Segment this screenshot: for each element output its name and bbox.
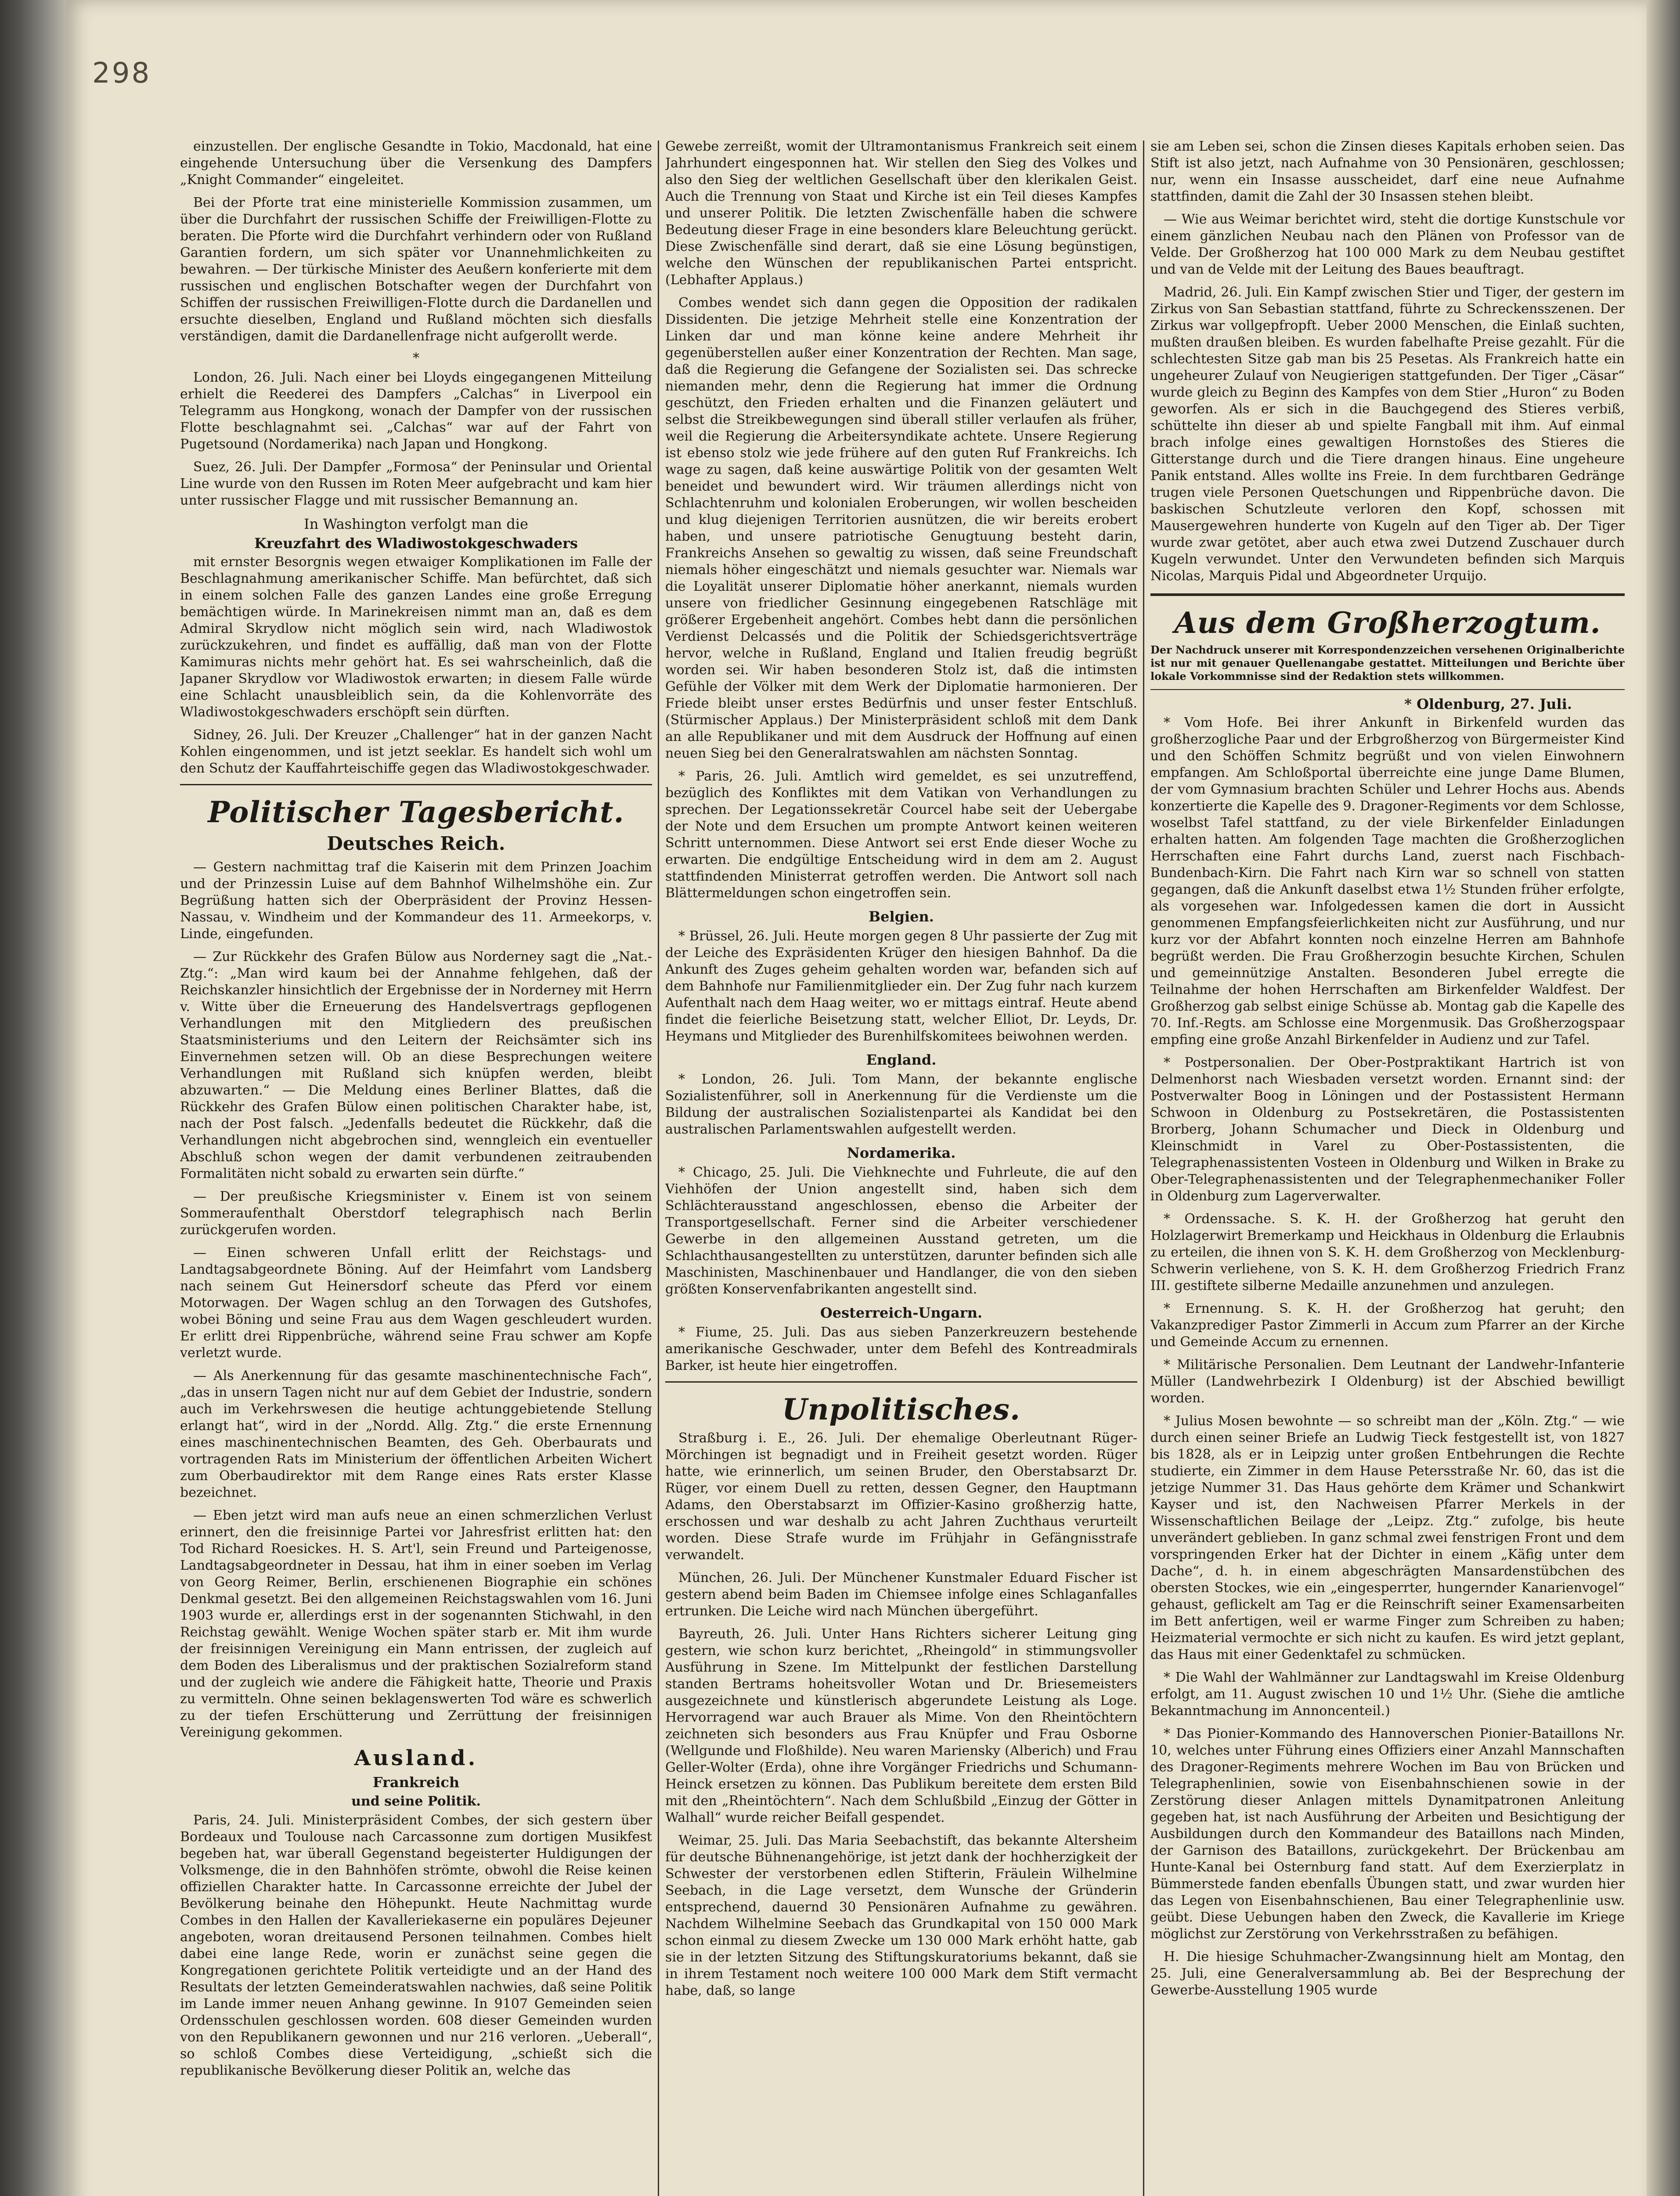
subsection-belgien: Belgien. [869, 908, 934, 925]
article-ernennung: * Ernennung. S. K. H. der Großherzog hat geruht; den Vakanzprediger Pastor Zimmerli in Accum zum Pfarrer an der Kirche und Gemeinde Accum zu ernennen. [1150, 1301, 1625, 1350]
article-paragraph: — Eben jetzt wird man aufs neue an einen schmerzlichen Verlust erinnert, den die freisinnige Partei vor Jahresfrist erlitten hat: den Tod Richard Roesickes. H. S. Art'l, sein Freund und Parteigenosse, Landtagsabgeordneter in Dessau, hat ihm in einer soeben im Verlag von Georg Reimer, Berlin, erschienenen Biographie ein schönes Denkmal gesetzt. Bei den allgemeinen Reichstagswahlen vom 16. Juni 1903 wurde er, allerdings erst in der sogenannten Stichwahl, in den Reichstag gewählt. Wenige Wochen später starb er. Mit ihm wurde der freisinnigen Vereinigung ein Mann entrissen, der zugleich auf dem Boden des Liberalismus und der praktischen Sozialreform stand und der zugleich wie andere die Fähigkeit hatte, Theorie und Praxis zu vermitteln. Ohne seinen beklagenswerten Tod wäre es schwerlich zu der tiefen Erschütterung und Zerrüttung der freisinnigen Vereinigung gekommen. [180, 1508, 652, 1740]
subsection-oesterreich-ungarn: Oesterreich-Ungarn. [820, 1304, 983, 1321]
book-spine [0, 0, 66, 2196]
article-paragraph: — Wie aus Weimar berichtet wird, steht die dortige Kunstschule vor einem gänzlichen Neubau nach den Plänen von Professor van de Velde. Der Großherzog hat 100 000 Mark zu dem Neubau gestiftet und van de Velde mit der Leitung des Baues beauftragt. [1150, 212, 1625, 277]
subsection-ausland: Ausland. [354, 1746, 478, 1770]
divider [1150, 689, 1625, 690]
column-2 [665, 138, 1137, 2196]
article-paragraph: Gewebe zerreißt, womit der Ultramontanismus Frankreich seit einem Jahrhundert eingesponnen hat. Wir stellen den Sieg des Volkes und also den Sieg der weltlichen Gesellschaft über den klerikalen Geist. Auch die Trennung von Staat und Kirche ist ein Teil dieses Kampfes und unserer Politik. Die letzten Zwischenfälle haben die schwere Bedeutung dieser Frage in eine besonders klare Beleuchtung gerückt. Diese Zwischenfälle sind derart, daß sie eine Lösung begünstigen, welche den Wünschen der republikanischen Partei entspricht. (Lebhafter Applaus.) [665, 139, 1137, 288]
article-fiume: * Fiume, 25. Juli. Das aus sieben Panzerkreuzern bestehende amerikanische Geschwader, unter dem Befehl des Kontreadmirals Barker, ist heute hier eingetroffen. [665, 1325, 1137, 1373]
article-paragraph: * Paris, 26. Juli. Amtlich wird gemeldet, es sei unzutreffend, bezüglich des Konfliktes mit dem Vatikan von Verhandlungen zu sprechen. Der Legationssekretär Courcel habe seit der Uebergabe der Note und dem Ersuchen um prompte Antwort keinen weiteren Schritt unternommen. Diese Antwort sei erst Ende dieser Woche zu erwarten. Die endgültige Entscheidung wird in dem am 2. August stattfindenden Ministerrat getroffen werden. Die Antwort soll nach Blättermeldungen schon eingetroffen sein. [665, 769, 1137, 901]
page-edge [1647, 0, 1680, 2196]
article-paragraph: Weimar, 25. Juli. Das Maria Seebachstift, das bekannte Altersheim für deutsche Bühnenangehörige, ist jetzt dank der hochherzigkeit der Schwester der verstorbenen edlen Stifterin, Fräulein Wilhelmine Seebach, in die Lage versetzt, dem Wunsche der Gründerin entsprechend, dauernd 30 Pensionären Aufnahme zu gewähren. Nachdem Wilhelmine Seebach das Grundkapital von 150 000 Mark schon einmal zu diesem Zwecke um 130 000 Mark erhöht hatte, gab sie in der letzten Sitzung des Stiftungskuratoriums bekannt, daß sie in ihrem Testament noch weitere 100 000 Mark dem Stift vermacht habe, daß, so lange [665, 1833, 1137, 1998]
article-london: London, 26. Juli. Nach einer bei Lloyds eingegangenen Mitteilung erhielt die Reederei des Dampfers „Calchas“ in Liverpool ein Telegramm aus Hongkong, wonach der Dampfer von der russischen Flotte beschlagnahmt sei. „Calchas“ war auf der Fahrt von Pugetsound (Nordamerika) nach Japan und Hongkong. [180, 370, 652, 452]
article-paragraph: — Der preußische Kriegsminister v. Einem ist von seinem Sommeraufenthalt Oberstdorf telegraphisch nach Berlin zurückgerufen worden. [180, 1189, 652, 1238]
article-wahl-wahlmaenner: * Die Wahl der Wahlmänner zur Landtagswahl im Kreise Oldenburg erfolgt, am 11. August zwischen 10 und 1½ Uhr. (Siehe die amtliche Bekanntmachung im Annoncenteil.) [1150, 1670, 1625, 1719]
article-julius-mosen: * Julius Mosen bewohnte — so schreibt man der „Köln. Ztg.“ — wie durch einen seiner Briefe an Ludwig Tieck festgestellt ist, von 1827 bis 1828, als er in Leipzig unter großen Entbehrungen die Rechte studierte, ein Zimmer in dem Hause Petersstraße Nr. 60, das ist die jetzige Nummer 31. Das Haus gehörte dem Krämer und Schankwirt Kayser und ist, den Nachweisen Pfarrer Merkels in der Wissenschaftlichen Beilage der „Leipz. Ztg.“ zufolge, bis heute unverändert geblieben. In ganz schmal zwei fenstrigen Front und dem vorspringenden Erker hat der Dichter in einem „Käfig unter dem Dache“, d. h. in einem abgeschrägten Mansardenstübchen des obersten Stockes, wie ein „eingesperrter, hungernder Kanarienvogel“ gehaust, geflickelt am Tag er die Reinschrift seiner Examensarbeiten im Bett anfertigen, weil er warme Finger zum Schreiben zu haben; Heizmaterial vermochte er sich nicht zu kaufen. Es wird jetzt geplant, das Haus mit einer Gedenktafel zu schmücken. [1150, 1413, 1625, 1662]
divider [665, 1381, 1137, 1383]
page-number: 298 [92, 57, 151, 90]
subsection-deutsches-reich: Deutsches Reich. [327, 833, 505, 854]
article-paragraph: Bei der Pforte trat eine ministerielle Kommission zusammen, um über die Durchfahrt der russischen Schiffe der Freiwilligen-Flotte zu beraten. Die Pforte wird die Durchfahrt verhindern oder von Rußland Garantien fordern, um sich später vor Unannehmlichkeiten zu bewahren. — Der türkische Minister des Aeußern konferierte mit dem russischen und englischen Botschafter wegen der Durchfahrt von Schiffen der russischen Freiwilligen-Flotte durch die Dardanellen und ersuchte dieselben, England und Rußland möchten sich diesfalls verständigen, damit die Dardanellenfrage nicht aufgerollt werde. [180, 195, 652, 344]
article-paragraph: Combes wendet sich dann gegen die Opposition der radikalen Dissidenten. Die jetzige Mehrheit stelle eine Konzentration der Linken dar und man könne keine andere Mehrheit ihr gegenüberstellen außer einer Konzentration der Rechten. Man sage, daß die Regierung die Gefangene der Sozialisten sei. Das schrecke niemanden mehr, denn die Regierung hat immer die Ordnung geschützt, den Frieden erhalten und die Finanzen geläutert und selbst die Streikbewegungen sind überall stiller verlaufen als früher, weil die Regierung die Arbeitersyndikate achtete. Unsere Regierung ist ebenso stolz wie jede frühere auf den guten Ruf Frankreichs. Ich wage zu sagen, daß keine auswärtige Politik von der gesamten Welt beneidet und bewundert wird. Wir träumen allerdings nicht von Schlachtenruhm und kolonialen Eroberungen, wir wollen bescheiden und klug diejenigen Territorien ausnützen, die wir bereits erobert haben, und unsere patriotische Genugtuung besteht darin, Frankreichs Ansehen so gewaltig zu wissen, daß seine Freundschaft niemals höher eingeschätzt und niemals gesuchter war. Niemals war die Loyalität unserer Diplomatie höher anerkannt, niemals wurden unsere von friedlicher Gesinnung eingegebenen Ratschläge mit größerer Ergebenheit angehört. Combes hebt dann die persönlichen Verdienst Delcassés und die Politik der Schiedsgerichtsverträge hervor, welche in Rußland, England und Italien freudig begrüßt worden sei. Wir haben besonderen Stolz ist, daß die intimsten Gefühle der Völker mit dem Werk der Diplomatie harmonieren. Der Friede bleibt unser erstes Bedürfnis und unser fester Entschluß. (Stürmischer Applaus.) Der Ministerpräsident schloß mit dem Dank an alle Republikaner und mit dem Ausdruck der Hoffnung auf einen neuen Sieg bei den Generalratswahlen am nächsten Sonntag. [665, 295, 1137, 761]
article-schuhmacher-innung: H. Die hiesige Schuhmacher-Zwangsinnung hielt am Montag, den 25. Juli, eine Generalversammlung ab. Bei der Besprechung der Gewerbe-Ausstellung 1905 wurde [1150, 1949, 1625, 1998]
article-sidney: Sidney, 26. Juli. Der Kreuzer „Challenger“ hat in der ganzen Nacht Kohlen eingenommen, und ist jetzt seeklar. Es handelt sich wohl um den Schutz der Kauffahrteischiffe gegen das Wladiwostokgeschwader. [180, 727, 652, 776]
article-paragraph: München, 26. Juli. Der Münchener Kunstmaler Eduard Fischer ist gestern abend beim Baden im Chiemsee infolge eines Schlaganfalles ertrunken. Die Leiche wird nach München übergeführt. [665, 1570, 1137, 1619]
article-paragraph: — Gestern nachmittag traf die Kaiserin mit dem Prinzen Joachim und der Prinzessin Luise auf dem Bahnhof Wilhelmshöhe ein. Zur Begrüßung hatten sich der Oberpräsident der Provinz Hessen-Nassau, v. Windheim und der Kommandeur des 11. Armeekorps, v. Linde, eingefunden. [180, 860, 652, 942]
article-paris: Paris, 24. Juli. Ministerpräsident Combes, der sich gestern über Bordeaux und Toulouse nach Carcassonne zum dortigen Musikfest begeben hat, war überall Gegenstand begeisterter Huldigungen der Volksmenge, die in den Bahnhöfen strömte, obwohl die Reise keinen offiziellen Charakter hatte. In Carcassonne erreichte der Jubel der Bevölkerung beinahe den Höhepunkt. Heute Nachmittag wurde Combes in den Hallen der Kavalleriekaserne ein populäres Dejeuner angeboten, woran dreitausend Personen teilnahmen. Combes hielt dabei eine lange Rede, worin er zunächst seine gegen die Kongregationen gerichtete Politik verteidigte und an der Hand des Resultats der letzten Gemeinderatswahlen nachwies, daß seine Politik im Lande immer neuen Anhang gewinne. In 9107 Gemeinden seien Ordensschulen geschlossen worden. 608 dieser Gemeinden wurden von den Republikanern gewonnen und nur 216 verloren. „Ueberall“, so schloß Combes diese Verteidigung, „schießt sich die republikanische Bevölkerung dieser Politik an, welche das [180, 1813, 652, 2078]
column-3 [1150, 138, 1625, 2196]
section-title-aus-dem-grossherzogtum: Aus dem Großherzogtum. [1174, 606, 1601, 640]
article-paragraph: Bayreuth, 26. Juli. Unter Hans Richters sicherer Leitung ging gestern, wie schon kurz berichtet, „Rheingold“ in stimmungsvoller Ausführung in Szene. Im Mittelpunkt der festlichen Darstellung standen Bertrams hoheitsvoller Wotan und Dr. Briesemeisters ausgezeichnete und künstlerisch abgerundete Leistung als Loge. Hervorragend war auch Brauer als Mime. Von den Rheintöchtern zeichneten sich besonders aus Frau Knüpfer und Frau Osborne (Wellgunde und Floßhilde). Neu waren Mariensky (Alberich) und Frau Geller-Wolter (Erda), ohne ihre Vorgänger Friedrichs und Schumann-Heinck ersetzen zu können. Das Publikum bereitete dem ersten Bild mit den „Rheintöchtern“. Nach dem Schlußbild „Einzug der Götter in Walhall“ wurde reicher Beifall gespendet. [665, 1626, 1137, 1825]
article-pionier-kommando: * Das Pionier-Kommando des Hannoverschen Pionier-Bataillons Nr. 10, welches unter Führung eines Offiziers einer Anzahl Mannschaften des Dragoner-Regiments mehrere Wochen im Bau von Brücken und Telegraphenlinien, sowie von Eisenbahnschienen sowie in der Zerstörung dieser Anlagen mittels Dynamitpatronen Anleitung gegeben hat, ist nach Ausführung der Arbeiten und Besichtigung der Ausbildungen durch den Kommandeur des Bataillons nach Minden, der Garnison des Bataillons, zurückgekehrt. Der Brückenbau am Hunte-Kanal bei Osternburg fand statt. Auf dem Exerzierplatz in Bümmerstede fanden ebenfalls Übungen statt, und zwar wurden hier das Legen von Eisenbahnschienen, Bau einer Telegraphenlinie usw. geübt. Diese Uebungen haben den Zweck, die Kavallerie im Kriege möglichst zur Zerstörung von Verkehrsstraßen zu befähigen. [1150, 1726, 1625, 1942]
article-washington: mit ernster Besorgnis wegen etwaiger Komplikationen im Falle der Beschlagnahmung amerikanischer Schiffe. Man befürchtet, daß sich in einem solchen Falle des ganzen Landes eine große Erregung bemächtigen würde. In Marinekreisen nimmt man an, daß es dem Admiral Skrydlow nicht möglich sein wird, nach Wladiwostok zurückzukehren, und findet es auffällig, daß man von der Flotte Kamimuras nichts mehr gehört hat. Es sei wahrscheinlich, daß die Japaner Skrydlow vor Wladiwostok erwarten; in diesem Falle würde eine Schlacht unausbleiblich sein, da die Kohlenvorräte des Wladiwostokgeschwaders erschöpft sein dürften. [180, 554, 652, 720]
subsection-frankreich: Frankreich [372, 1774, 460, 1791]
section-title-politischer-tagesbericht: Politischer Tagesbericht. [208, 795, 624, 829]
column-rule-left [658, 141, 659, 2196]
divider [180, 784, 652, 785]
subsection-england: England. [866, 1051, 937, 1068]
dateline-oldenburg: * Oldenburg, 27. Juli. [1404, 696, 1572, 712]
article-paragraph: sie am Leben sei, schon die Zinsen dieses Kapitals erhoben seien. Das Stift ist also jetzt, nach Aufnahme von 30 Pensionären, geschlossen; nur, wenn ein Insasse ausscheidet, darf eine neue Aufnahme stattfinden, damit die Zahl der 30 Insassen stehen bleibt. [1150, 139, 1625, 204]
article-vom-hofe: * Vom Hofe. Bei ihrer Ankunft in Birkenfeld wurden das großherzogliche Paar und der Erbgroßherzog von Bürgermeister Kind und den Schöffen Schmitz begrüßt und von vielen Einwohnern empfangen. Am Schloßportal überreichte eine junge Dame Blumen, der vom Gymnasium brachten Schüler und Lehrer Hochs aus. Abends konzertierte die Kapelle des 9. Dragoner-Regiments vor dem Schlosse, woselbst Tafel stattfand, zu der viele Birkenfelder Einladungen erhalten hatten. Am folgenden Tage machten die Großherzoglichen Herrschaften eine Fahrt durchs Land, zuerst nach Fischbach-Bundenbach-Kirn. Die Fahrt nach Kirn war so schnell von statten gegangen, daß die Ankunft daselbst etwa 1½ Stunden früher erfolgte, als vorgesehen war. Infolgedessen kamen die dort in Aussicht genommenen Empfangsfeierlichkeiten nicht zur Ausführung, und nur kurz vor der Abfahrt konnten noch einzelne Herren am Bahnhofe begrüßt werden. Die Frau Großherzogin besuchte Kirchen, Schulen und gemeinnützige Anstalten. Besonderen Jubel erregte die Teilnahme der hohen Herrschaften am Birkenfelder Waldfest. Der Großherzog gab selbst einige Schüsse ab. Montag gab die Kapelle des 70. Inf.-Regts. am Schlosse eine Morgenmusik. Das Großherzogspaar empfing eine große Anzahl Birkenfelder in Audienz und zur Tafel. [1150, 715, 1625, 1047]
article-paragraph: — Zur Rückkehr des Grafen Bülow aus Norderney sagt die „Nat.-Ztg.“: „Man wird kaum bei der Annahme fehlgehen, daß der Reichskanzler hinsichtlich der Ergebnisse der in Norderney mit Herrn v. Witte über die Erneuerung des Handelsvertrags gepflogenen Verhandlungen mit den Mitgliedern des preußischen Staatsministeriums und den Leitern der Reichsämter sich ins Einvernehmen setzen will. Ob an diese Besprechungen weitere Verhandlungen mit Rußland sich knüpfen werden, bleibt abzuwarten.“ — Die Meldung eines Berliner Blattes, daß die Rückkehr des Grafen Bülow einen politischen Charakter habe, ist, nach der Post falsch. „Jedenfalls bedeutet die Rückkehr, daß die Verhandlungen nicht abgebrochen sind, wenngleich ein eventueller Abschluß schon wegen der damit verbundenen zeitraubenden Formalitäten nicht sobald zu erwarten sein dürfte.“ [180, 949, 652, 1181]
article-paragraph: — Als Anerkennung für das gesamte maschinentechnische Fach“, „das in unsern Tagen nicht nur auf dem Gebiet der Industrie, sondern auch im Verkehrswesen die heutige achtunggebietende Stellung erlangt hat“, wird in der „Nordd. Allg. Ztg.“ die erste Ernennung eines maschinentechnischen Beamten, des Geh. Oberbaurats und vortragenden Rats im Ministerium der öffentlichen Arbeiten Wichert zum Oberbaudirektor mit dem Range eines Rats erster Klasse bezeichnet. [180, 1368, 652, 1500]
article-militaerische-personalien: * Militärische Personalien. Dem Leutnant der Landwehr-Infanterie Müller (Landwehrbezirk I Oldenburg) ist der Abschied bewilligt worden. [1150, 1357, 1625, 1406]
article-chicago: * Chicago, 25. Juli. Die Viehknechte und Fuhrleute, die auf den Viehhöfen der Union angestellt sind, haben sich dem Schlächterausstand angeschlossen, ebenso die Arbeiter der Transportgesellschaft. Ferner sind die Arbeiter verschiedener Gewerbe in den allgemeinen Ausstand getreten, um die Schlachthausangestellten zu unterstützen, darunter befinden sich alle Maschinisten, Maschinenbauer und Handlanger, die von den sieben größten Konservenfabrikanten angestellt sind. [665, 1165, 1137, 1297]
reprint-notice: Der Nachdruck unserer mit Korrespondenzzeichen versehenen Originalberichte ist nur mit genauer Quellenangabe gestattet. Mitteilungen und Berichte über lokale Vorkommnisse sind der Redaktion stets willkommen. [1150, 643, 1625, 683]
subsection-frankreich-sub: und seine Politik. [351, 1794, 481, 1809]
divider [1150, 593, 1625, 596]
separator-star: * [413, 350, 419, 366]
subsection-nordamerika: Nordamerika. [847, 1145, 956, 1161]
column-rule-right [1143, 141, 1144, 2196]
article-paragraph: Straßburg i. E., 26. Juli. Der ehemalige Oberleutnant Rüger-Mörchingen ist begnadigt und in Freiheit gesetzt worden. Rüger hatte, wie erinnerlich, um seinen Bruder, den Oberstabsarzt Dr. Rüger, vor einem Duell zu retten, dessen Gegner, den Hauptmann Adams, den Oberstabsarzt im Offizier-Kasino großherzig hatte, erschossen und war deshalb zu acht Jahren Zuchthaus verurteilt worden. Diese Strafe wurde im Frühjahr in Gefängnisstrafe verwandelt. [665, 1430, 1137, 1563]
section-title-unpolitisches: Unpolitisches. [782, 1392, 1020, 1427]
article-bruessel: * Brüssel, 26. Juli. Heute morgen gegen 8 Uhr passierte der Zug mit der Leiche des Expräsidenten Krüger den hiesigen Bahnhof. Da die Ankunft des Zuges geheim gehalten worden war, befanden sich auf dem Bahnhofe nur Familienmitglieder ein. Der Zug fuhr nach kurzem Aufenthalt nach dem Haag weiter, wo er mittags eintraf. Heute abend findet die feierliche Beisetzung statt, welcher Elliot, Dr. Leyds, Dr. Heymans und Mitglieder des Burenhilfskomitees beiwohnen werden. [665, 928, 1137, 1044]
washington-intro: In Washington verfolgt man die [304, 516, 528, 532]
article-ordenssache: * Ordenssache. S. K. H. der Großherzog hat geruht den Holzlagerwirt Bremerkamp und Heickhaus in Oldenburg die Erlaubnis zu erteilen, die ihnen von S. K. H. dem Großherzog von Mecklenburg-Schwerin verliehene, von S. K. H. dem Großherzog Friedrich Franz III. gestiftete silberne Medaille anzunehmen und anzulegen. [1150, 1211, 1625, 1293]
washington-headline: Kreuzfahrt des Wladiwostokgeschwaders [254, 535, 578, 552]
article-london: * London, 26. Juli. Tom Mann, der bekannte englische Sozialistenführer, soll in Anerkennung für die Verdienste um die Bildung der australischen Sozialistenpartei als Kandidat bei den australischen Parlamentswahlen aufgestellt werden. [665, 1072, 1137, 1137]
article-postpersonalien: * Postpersonalien. Der Ober-Postpraktikant Hartrich ist von Delmenhorst nach Wiesbaden versetzt worden. Ernannt sind: der Postverwalter Boog in Löningen und der Postassistent Hermann Schwoon in Oldenburg zu Postsekretären, die Postassistenten Brorberg, Johann Schumacher und Dieck in Oldenburg und Kleinschmidt in Varel zu Ober-Postassistenten, die Telegraphenassistenten Vosteen in Oldenburg und Wilken in Brake zu Ober-Telegraphenassistenten und der Telegraphenmechaniker Foller in Oldenburg zum Lagerverwalter. [1150, 1055, 1625, 1204]
article-paragraph: — Einen schweren Unfall erlitt der Reichstags- und Landtagsabgeordnete Böning. Auf der Heimfahrt vom Landsberg nach seinem Gut Heinersdorf scheute das Pferd vor einem Motorwagen. Der Wagen schlug an den Torwagen des Gutshofes, wobei Böning und seine Frau aus dem Wagen geschleudert wurden. Er erlitt drei Rippenbrüche, während seine Frau schwer am Kopfe verletzt wurde. [180, 1245, 652, 1361]
article-madrid: Madrid, 26. Juli. Ein Kampf zwischen Stier und Tiger, der gestern im Zirkus von San Sebastian stattfand, führte zu Schreckensszenen. Der Zirkus war vollgepfropft. Ueber 2000 Menschen, die Einlaß suchten, mußten draußen bleiben. Es wurden fabelhafte Preise gezahlt. Für die schlechtesten Sitze gab man bis 25 Pesetas. Als Frankreich hatte ein ungeheurer Zulauf von Neugierigen stattgefunden. Der Tiger „Cäsar“ wurde gleich zu Beginn des Kampfes von dem Stier „Huron“ zu Boden geworfen. Als er sich in die Bauchgegend des Stieres verbiß, schüttelte ihn dieser ab und spielte Fangball mit ihm. Auf einmal brach infolge eines gewaltigen Hornstoßes des Stieres die Gitterstange durch und die Tiere drangen hinaus. Eine ungeheure Panik entstand. Alles wollte ins Freie. In dem furchtbaren Gedränge trugen viele Personen Quetschungen und Rippenbrüche davon. Die baskischen Schutzleute verloren den Kopf, schossen mit Mausergewehren hunderte von Kugeln auf den Tiger ab. Der Tiger wurde zwar getötet, aber auch etwa zwei Dutzend Zuschauer durch Kugeln verwundet. Unter den Verwundeten befinden sich Marquis Nicolas, Marquis Pidal und Abgeordneter Urquijo. [1150, 285, 1625, 584]
column-1 [180, 138, 652, 2196]
article-suez: Suez, 26. Juli. Der Dampfer „Formosa“ der Peninsular und Oriental Line wurde von den Russen im Roten Meer aufgebracht und kam hier unter russischer Flagge und mit russischer Bemannung an. [180, 459, 652, 508]
article-paragraph: einzustellen. Der englische Gesandte in Tokio, Macdonald, hat eine eingehende Untersuchung über die Versenkung des Dampfers „Knight Commander“ eingeleitet. [180, 139, 652, 188]
